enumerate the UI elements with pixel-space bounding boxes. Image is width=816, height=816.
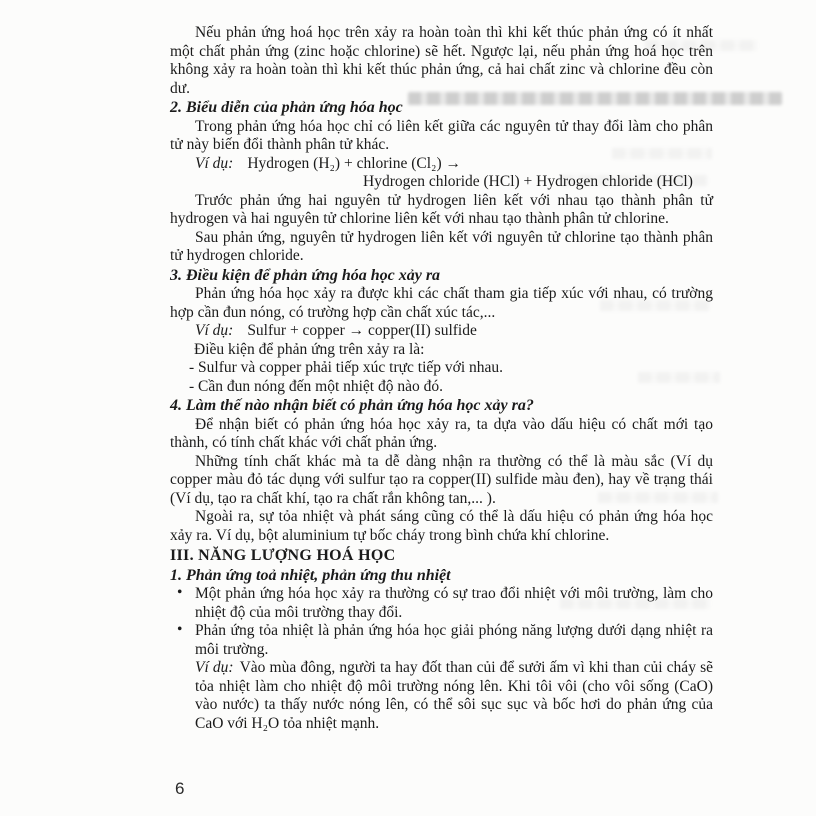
section-heading: 3. Điều kiện để phản ứng hóa học xảy ra xyxy=(170,266,441,284)
equation-line: Hydrogen chloride (HCl) + Hydrogen chloride (HCl) xyxy=(363,173,693,190)
paragraph: Trong phản ứng hóa học chỉ có liên kết giữa các nguyên tử thay đổi làm cho phân tử này biến đổi thành phân tử khác. xyxy=(170,117,713,153)
section-heading: 4. Làm thế nào nhận biết có phản ứng hóa học xảy ra? xyxy=(170,397,534,414)
example-label: Ví dụ: xyxy=(195,154,234,172)
condition-intro-line: Điều kiện để phản ứng trên xảy ra là: xyxy=(194,340,425,358)
bullet-icon: • xyxy=(177,621,183,638)
paragraph: Ngoài ra, sự tỏa nhiệt và phát sáng cũng có thể là dấu hiệu có phản ứng hóa học xảy ra. Ví dụ, bột aluminium tự bốc cháy trong bình chứa khí chlorine. xyxy=(170,508,713,544)
bullet-list-item xyxy=(170,622,713,659)
equation-text: Sulfur + copper → copper(II) sulfide xyxy=(247,322,477,339)
paragraph: Nếu phản ứng hoá học trên xảy ra hoàn toàn thì khi kết thúc phản ứng có ít nhất một chất phản ứng (zinc hoặc chlorine) sẽ hết. Ngược lại, nếu phản ứng hoá học trên không xảy ra hoàn toàn thì khi kết thúc phản ứng, cả hai chất zinc và chlorine đều còn dư. xyxy=(170,24,713,97)
paragraph: Phản ứng hóa học xảy ra được khi các chất tham gia tiếp xúc với nhau, có trường hợp cần đun nóng, có trường hợp cần chất xúc tác,... xyxy=(170,285,713,321)
chapter-heading: III. NĂNG LƯỢNG HOÁ HỌC xyxy=(170,547,396,564)
bullet-list-item xyxy=(170,585,713,622)
paragraph: Những tính chất khác mà ta dễ dàng nhận ra thường có thể là màu sắc (Ví dụ copper màu đỏ tác dụng với sulfur tạo ra copper(II) sulfide màu đen), hay về trạng thái (Ví dụ, tạo ra chất khí, tạo ra chất rắn không tan,... ). xyxy=(170,452,713,507)
bullet-text: Một phản ứng hóa học xảy ra thường có sự trao đổi nhiệt với môi trường, làm cho nhiệt độ của môi trường thay đổi. xyxy=(195,585,713,621)
paragraph: Trước phản ứng hai nguyên tử hydrogen liên kết với nhau tạo thành phân tử hydrogen và hai nguyên tử chlorine liên kết với nhau tạo thành phân tử chlorine. xyxy=(170,191,713,227)
section-heading: 1. Phản ứng toả nhiệt, phản ứng thu nhiệt xyxy=(170,566,451,584)
bullet-text: Phản ứng tỏa nhiệt là phản ứng hóa học giải phóng năng lượng dưới dạng nhiệt ra môi trường. xyxy=(195,622,713,658)
section-heading: 2. Biểu diễn của phản ứng hóa học xyxy=(170,99,403,116)
paragraph: Để nhận biết có phản ứng hóa học xảy ra, ta dựa vào dấu hiệu có chất mới tạo thành, có tính chất khác với chất phản ứng. xyxy=(170,415,713,451)
page-number: 6 xyxy=(175,779,185,798)
text-column xyxy=(170,24,713,733)
example-label: Ví dụ: xyxy=(195,322,234,339)
dash-list-item: - Cần đun nóng đến một nhiệt độ nào đó. xyxy=(189,377,443,395)
dash-list-item: - Sulfur và copper phải tiếp xúc trực tiếp với nhau. xyxy=(189,359,504,376)
example-paragraph xyxy=(170,659,713,733)
equation-text: Hydrogen (H₂) + chlorine (Cl₂) → xyxy=(247,154,461,172)
example-line xyxy=(170,155,713,174)
paragraph: Sau phản ứng, nguyên tử hydrogen liên kết với nguyên tử chlorine tạo thành phân tử hydrogen chloride. xyxy=(170,228,713,264)
example-label: Ví dụ: xyxy=(195,659,234,676)
example-text: Vào mùa đông, người ta hay đốt than củi để sưởi ấm vì khi than củi cháy sẽ tỏa nhiệt làm cho nhiệt độ môi trường nóng lên. Khi tôi vôi (cho vôi sống (CaO) vào nước) ta thấy nước nóng lên, có thể sôi sục sục và bốc hơi do phản ứng của CaO với H₂O tỏa nhiệt mạnh. xyxy=(195,659,713,732)
example-line xyxy=(170,322,713,341)
bullet-icon: • xyxy=(177,584,183,601)
